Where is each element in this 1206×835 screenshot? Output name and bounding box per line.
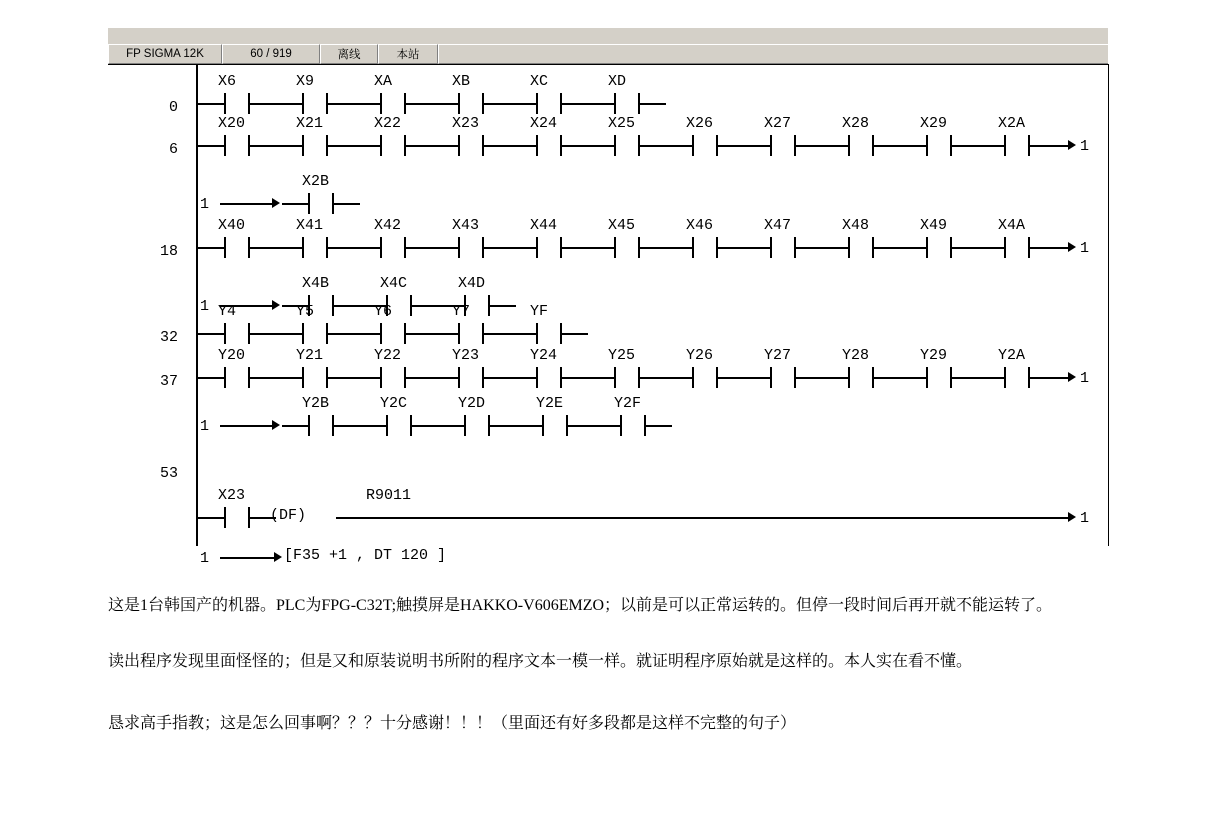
contact-label: X45 (608, 217, 636, 234)
contact-label: X2B (302, 173, 330, 190)
contact-label: X26 (686, 115, 714, 132)
no-contact-symbol[interactable] (510, 92, 588, 114)
plc-ladder-window (108, 28, 1108, 567)
no-contact-symbol[interactable] (282, 414, 360, 436)
rung-output-wire (1056, 247, 1068, 249)
rung-continue-arrow-icon (1068, 242, 1076, 252)
contact-label: Y27 (764, 347, 792, 364)
rung-address: 53 (159, 465, 178, 482)
no-contact-symbol[interactable] (744, 236, 822, 258)
no-contact-symbol[interactable] (510, 236, 588, 258)
continuation-arrow-icon (272, 300, 280, 310)
rung-continue-marker: 1 (1080, 138, 1090, 155)
contact-label: Y24 (530, 347, 558, 364)
status-station[interactable]: 本站 (378, 44, 438, 64)
contact-label: X28 (842, 115, 870, 132)
status-steps: 60 / 919 (222, 44, 320, 64)
rung-continue-arrow-icon (1068, 372, 1076, 382)
rung-continuation-label: 1 (200, 298, 210, 315)
contact-label: X29 (920, 115, 948, 132)
no-contact-symbol[interactable] (360, 294, 438, 316)
contact-label: X25 (608, 115, 636, 132)
contact-label: Y21 (296, 347, 324, 364)
rung-address: 18 (159, 243, 178, 260)
no-contact-symbol[interactable] (822, 236, 900, 258)
paragraph-2: 读出程序发现里面怪怪的；但是又和原装说明书所附的程序文本一模一样。就证明程序原始就是这样的。本人实在看不懂。 (108, 653, 973, 670)
contact-label: Y7 (452, 303, 471, 320)
contact-label: X42 (374, 217, 402, 234)
contact-label: Y28 (842, 347, 870, 364)
contact-label: X23 (218, 487, 246, 504)
contact-label: X27 (764, 115, 792, 132)
no-contact-symbol[interactable] (360, 414, 438, 436)
no-contact-symbol[interactable] (354, 236, 432, 258)
status-bar (108, 44, 1108, 64)
continuation-wire (220, 203, 272, 205)
contact-label: XC (530, 73, 549, 90)
contact-label: X47 (764, 217, 792, 234)
no-contact-symbol[interactable] (900, 134, 978, 156)
no-contact-symbol[interactable] (438, 414, 516, 436)
df-output-wire (336, 517, 1068, 519)
no-contact-symbol[interactable] (276, 92, 354, 114)
contact-label: X21 (296, 115, 324, 132)
rung-address: 6 (168, 141, 178, 158)
paragraph-1: 这是1台韩国产的机器。PLC为FPG-C32T;触摸屏是HAKKO-V606EMZO；以前是可以正常运转的。但停一段时间后再开就不能运转了。 (108, 597, 1053, 614)
rung-output-wire (1056, 377, 1068, 379)
status-mode[interactable]: 离线 (320, 44, 378, 64)
no-contact-symbol[interactable] (276, 134, 354, 156)
no-contact-symbol[interactable] (588, 366, 666, 388)
no-contact-symbol[interactable] (510, 366, 588, 388)
no-contact-symbol[interactable] (900, 236, 978, 258)
window-titlebar (108, 28, 1108, 45)
status-model: FP SIGMA 12K (108, 44, 222, 64)
no-contact-symbol[interactable] (276, 366, 354, 388)
contact-label: XA (374, 73, 393, 90)
no-contact-symbol[interactable] (198, 506, 276, 528)
contact-label: X46 (686, 217, 714, 234)
no-contact-symbol[interactable] (432, 366, 510, 388)
contact-label: Y23 (452, 347, 480, 364)
no-contact-symbol[interactable] (666, 134, 744, 156)
no-contact-symbol[interactable] (516, 414, 594, 436)
no-contact-symbol[interactable] (198, 92, 276, 114)
no-contact-symbol[interactable] (432, 236, 510, 258)
contact-label: X6 (218, 73, 237, 90)
contact-label: Y5 (296, 303, 315, 320)
no-contact-symbol[interactable] (588, 92, 666, 114)
rung-address: 37 (159, 373, 178, 390)
rung-address: 32 (159, 329, 178, 346)
no-contact-symbol[interactable] (666, 236, 744, 258)
rung-continue-marker: 1 (1080, 510, 1090, 527)
rung-continue-marker: 1 (1080, 240, 1090, 257)
no-contact-symbol[interactable] (198, 134, 276, 156)
no-contact-symbol[interactable] (282, 294, 360, 316)
contact-label: YF (530, 303, 549, 320)
no-contact-symbol[interactable] (744, 366, 822, 388)
no-contact-symbol[interactable] (276, 322, 354, 344)
df-instruction-label[interactable]: (DF) (270, 507, 307, 524)
rung-continue-marker: 1 (1080, 370, 1090, 387)
contact-label: Y4 (218, 303, 237, 320)
rung-output-wire (1056, 145, 1068, 147)
contact-label: Y2A (998, 347, 1026, 364)
no-contact-symbol[interactable] (354, 134, 432, 156)
no-contact-symbol[interactable] (354, 322, 432, 344)
contact-label: XD (608, 73, 627, 90)
no-contact-symbol[interactable] (432, 92, 510, 114)
no-contact-symbol[interactable] (276, 236, 354, 258)
contact-label: Y29 (920, 347, 948, 364)
no-contact-symbol[interactable] (432, 322, 510, 344)
no-contact-symbol[interactable] (432, 134, 510, 156)
contact-label: X4C (380, 275, 408, 292)
rung-continue-arrow-icon (1068, 140, 1076, 150)
no-contact-symbol[interactable] (822, 366, 900, 388)
rung-address: 0 (168, 99, 178, 116)
contact-label: Y2B (302, 395, 330, 412)
no-contact-symbol[interactable] (978, 236, 1056, 258)
contact-label: X4D (458, 275, 486, 292)
no-contact-symbol[interactable] (198, 322, 276, 344)
rung-continuation-label: 1 (200, 418, 210, 435)
contact-label: Y2C (380, 395, 408, 412)
contact-label: X2A (998, 115, 1026, 132)
contact-label: X9 (296, 73, 315, 90)
coil-label: R9011 (366, 487, 412, 504)
paragraph-3: 恳求高手指教；这是怎么回事啊？？？十分感谢！！！（里面还有好多段都是这样不完整的句子） (108, 715, 797, 732)
contact-label: Y20 (218, 347, 246, 364)
continuation-wire (220, 557, 276, 559)
contact-label: Y2E (536, 395, 564, 412)
no-contact-symbol[interactable] (978, 366, 1056, 388)
contact-label: XB (452, 73, 471, 90)
no-contact-symbol[interactable] (438, 294, 516, 316)
rung-continuation-label: 1 (200, 550, 210, 567)
no-contact-symbol[interactable] (744, 134, 822, 156)
contact-label: X44 (530, 217, 558, 234)
contact-label: Y25 (608, 347, 636, 364)
no-contact-symbol[interactable] (588, 236, 666, 258)
contact-label: Y2D (458, 395, 486, 412)
contact-label: X20 (218, 115, 246, 132)
contact-label: X22 (374, 115, 402, 132)
contact-label: X40 (218, 217, 246, 234)
no-contact-symbol[interactable] (588, 134, 666, 156)
no-contact-symbol[interactable] (978, 134, 1056, 156)
contact-label: X48 (842, 217, 870, 234)
no-contact-symbol[interactable] (900, 366, 978, 388)
status-filler (438, 44, 1108, 64)
contact-label: X23 (452, 115, 480, 132)
rung-continue-arrow-icon (1068, 512, 1076, 522)
no-contact-symbol[interactable] (510, 134, 588, 156)
contact-label: Y6 (374, 303, 393, 320)
contact-label: X41 (296, 217, 324, 234)
contact-label: Y22 (374, 347, 402, 364)
contact-label: X4B (302, 275, 330, 292)
contact-label: Y26 (686, 347, 714, 364)
continuation-arrow-icon (274, 552, 282, 562)
continuation-arrow-icon (272, 420, 280, 430)
contact-label: X24 (530, 115, 558, 132)
continuation-wire (220, 425, 272, 427)
no-contact-symbol[interactable] (666, 366, 744, 388)
rung-continuation-label: 1 (200, 196, 210, 213)
ladder-diagram-canvas[interactable] (108, 64, 1109, 567)
no-contact-symbol[interactable] (198, 366, 276, 388)
contact-label: X43 (452, 217, 480, 234)
continuation-arrow-icon (272, 198, 280, 208)
contact-label: X4A (998, 217, 1026, 234)
no-contact-symbol[interactable] (198, 236, 276, 258)
contact-label: Y2F (614, 395, 642, 412)
no-contact-symbol[interactable] (282, 192, 360, 214)
instruction-block-label[interactable]: [F35 +1 , DT 120 ] (284, 547, 447, 564)
no-contact-symbol[interactable] (594, 414, 672, 436)
contact-label: X49 (920, 217, 948, 234)
no-contact-symbol[interactable] (354, 366, 432, 388)
no-contact-symbol[interactable] (822, 134, 900, 156)
no-contact-symbol[interactable] (510, 322, 588, 344)
no-contact-symbol[interactable] (354, 92, 432, 114)
